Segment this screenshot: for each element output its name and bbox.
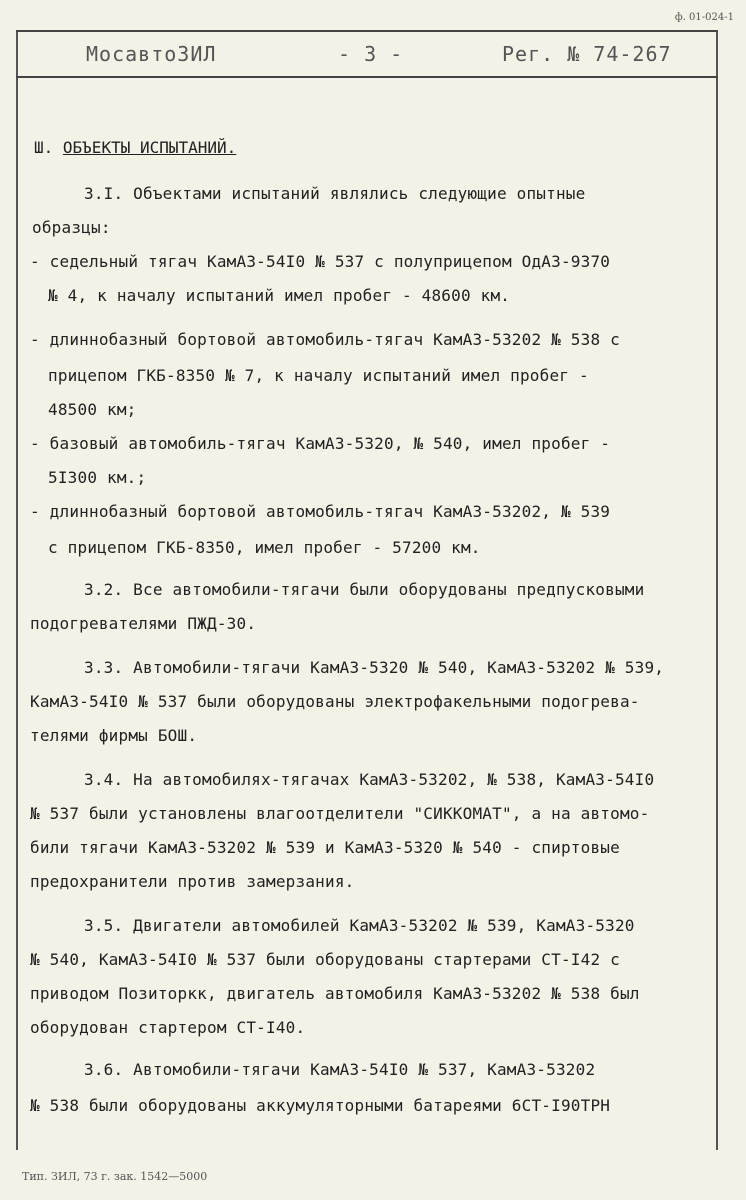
- text-line: с прицепом ГКБ-8350, имел пробег - 57200 км.: [48, 538, 481, 557]
- text-line: № 538 были оборудованы аккумуляторными батареями 6СТ-I90ТРН: [30, 1096, 611, 1115]
- section-heading: ОБЪЕКТЫ ИСПЫТАНИЙ.: [62, 138, 237, 157]
- text-line: - длиннобазный бортовой автомобиль-тягач КамАЗ-53202, № 539: [30, 502, 611, 521]
- text-line: предохранители против замерзания.: [30, 872, 355, 891]
- text-line: 3.2. Все автомобили-тягачи были оборудованы предпусковыми: [84, 580, 645, 599]
- header-org: МосавтоЗИЛ: [86, 42, 217, 66]
- text-line: 3.I. Объектами испытаний являлись следующие опытные: [84, 184, 586, 203]
- text-line: подогревателями ПЖД-30.: [30, 614, 257, 633]
- text-line: 48500 км;: [48, 400, 137, 419]
- section-numeral: Ш.: [34, 138, 54, 157]
- frame-right-border: [716, 30, 718, 1150]
- text-line: приводом Позиторкк, двигатель автомобиля КамАЗ-53202 № 538 был: [30, 984, 640, 1003]
- header-bar: [16, 30, 718, 78]
- text-line: № 4, к началу испытаний имел пробег - 48600 км.: [48, 286, 511, 305]
- printer-footer: Тип. ЗИЛ, 73 г. зак. 1542—5000: [22, 1170, 208, 1183]
- text-line: прицепом ГКБ-8350 № 7, к началу испытаний имел пробег -: [48, 366, 589, 385]
- text-line: телями фирмы БОШ.: [30, 726, 198, 745]
- text-line: - базовый автомобиль-тягач КамАЗ-5320, № 540, имел пробег -: [30, 434, 611, 453]
- text-line: оборудован стартером СТ-I40.: [30, 1018, 306, 1037]
- text-line: - седельный тягач КамАЗ-54I0 № 537 с полуприцепом ОдАЗ-9370: [30, 252, 611, 271]
- text-line: 3.5. Двигатели автомобилей КамАЗ-53202 № 539, КамАЗ-5320: [84, 916, 635, 935]
- text-line: 3.4. На автомобилях-тягачах КамАЗ-53202, № 538, КамАЗ-54I0: [84, 770, 655, 789]
- frame-left-border: [16, 30, 18, 1150]
- text-line: образцы:: [32, 218, 111, 237]
- text-line: № 537 были установлены влагоотделители "СИККОМАТ", а на автомо-: [30, 804, 650, 823]
- form-code: ф. 01-024-1: [674, 12, 734, 23]
- header-reg-number: Рег. № 74-267: [502, 42, 672, 66]
- text-line: № 540, КамАЗ-54I0 № 537 были оборудованы стартерами СТ-I42 с: [30, 950, 620, 969]
- text-line: КамАЗ-54I0 № 537 были оборудованы электрофакельными подогрева-: [30, 692, 640, 711]
- text-line: 3.3. Автомобили-тягачи КамАЗ-5320 № 540, КамАЗ-53202 № 539,: [84, 658, 665, 677]
- text-line: 3.6. Автомобили-тягачи КамАЗ-54I0 № 537, КамАЗ-53202: [84, 1060, 596, 1079]
- text-line: 5I300 км.;: [48, 468, 147, 487]
- text-line: - длиннобазный бортовой автомобиль-тягач КамАЗ-53202 № 538 с: [30, 330, 620, 349]
- text-line: били тягачи КамАЗ-53202 № 539 и КамАЗ-5320 № 540 - спиртовые: [30, 838, 620, 857]
- section-title: [34, 138, 236, 157]
- header-page-number: - 3 -: [338, 42, 404, 66]
